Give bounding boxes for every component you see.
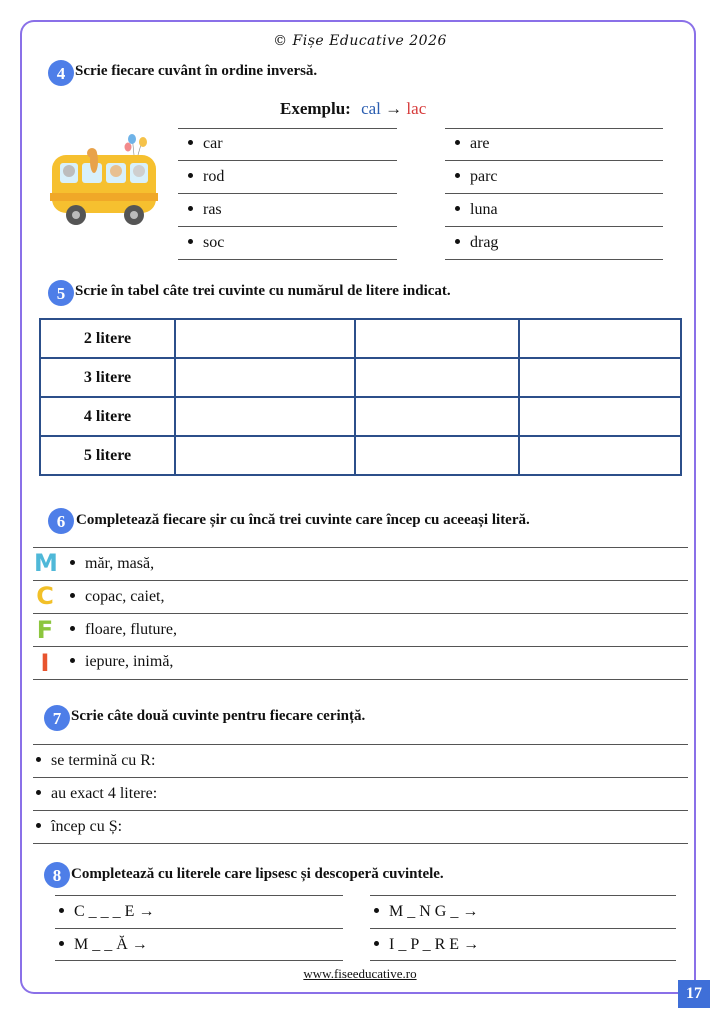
line bbox=[33, 843, 688, 844]
task-4-instruction: Scrie fiecare cuvânt în ordine inversă. bbox=[75, 63, 318, 79]
line bbox=[33, 744, 688, 745]
answer-cell[interactable] bbox=[355, 436, 519, 475]
list-item[interactable]: parc bbox=[455, 168, 498, 186]
task-number-7: 7 bbox=[44, 705, 70, 731]
answer-cell[interactable] bbox=[519, 319, 681, 358]
example-arrow: → bbox=[385, 99, 403, 118]
line bbox=[33, 613, 688, 614]
table-row bbox=[40, 358, 681, 397]
line bbox=[33, 777, 688, 778]
table-row bbox=[40, 397, 681, 436]
line bbox=[178, 160, 397, 161]
line bbox=[178, 193, 397, 194]
list-item[interactable]: floare, fluture, bbox=[70, 621, 177, 639]
line bbox=[445, 226, 663, 227]
answer-cell[interactable] bbox=[175, 319, 355, 358]
task-number-6: 6 bbox=[48, 508, 74, 534]
task-7-instruction: Scrie câte două cuvinte pentru fiecare cerință. bbox=[71, 708, 366, 724]
line bbox=[445, 160, 663, 161]
row-label: 3 litere bbox=[40, 358, 175, 397]
line bbox=[33, 547, 688, 548]
list-item[interactable]: iepure, inimă, bbox=[70, 653, 173, 671]
line bbox=[370, 960, 676, 961]
answer-cell[interactable] bbox=[355, 319, 519, 358]
list-item[interactable]: încep cu Ș: bbox=[36, 818, 122, 836]
line bbox=[445, 193, 663, 194]
line bbox=[33, 580, 688, 581]
line bbox=[445, 259, 663, 260]
table-row bbox=[40, 436, 681, 475]
example-line bbox=[280, 99, 426, 119]
task-8-instruction: Completează cu literele care lipsesc și descoperă cuvintele. bbox=[71, 866, 444, 882]
task-number-8: 8 bbox=[44, 862, 70, 888]
page-header: © Fișe Educative 2026 bbox=[273, 33, 447, 49]
task-number-4: 4 bbox=[48, 60, 74, 86]
list-item[interactable]: are bbox=[455, 135, 490, 153]
balloons-icon bbox=[125, 134, 148, 155]
task-6-instruction: Completează fiecare șir cu încă trei cuvinte care încep cu aceeași literă. bbox=[76, 512, 530, 528]
task-number-5: 5 bbox=[48, 280, 74, 306]
answer-cell[interactable] bbox=[175, 436, 355, 475]
list-item[interactable]: M _ _ Ă → bbox=[59, 936, 148, 954]
letter-i-icon: I bbox=[40, 649, 50, 677]
list-item[interactable]: I _ P _ R E → bbox=[374, 936, 479, 954]
line bbox=[33, 810, 688, 811]
list-item[interactable]: rod bbox=[188, 168, 224, 186]
list-item[interactable]: luna bbox=[455, 201, 498, 219]
line bbox=[445, 128, 663, 129]
list-item[interactable]: au exact 4 litere: bbox=[36, 785, 157, 803]
line bbox=[55, 928, 343, 929]
list-item[interactable]: se termină cu R: bbox=[36, 752, 155, 770]
letters-table bbox=[39, 318, 682, 476]
letter-c-icon: C bbox=[36, 582, 54, 610]
list-item[interactable]: soc bbox=[188, 234, 224, 252]
answer-cell[interactable] bbox=[519, 436, 681, 475]
answer-cell[interactable] bbox=[519, 397, 681, 436]
line bbox=[33, 679, 688, 680]
row-label: 5 litere bbox=[40, 436, 175, 475]
row-label: 2 litere bbox=[40, 319, 175, 358]
line bbox=[33, 646, 688, 647]
answer-cell[interactable] bbox=[175, 358, 355, 397]
line bbox=[55, 960, 343, 961]
answer-cell[interactable] bbox=[355, 358, 519, 397]
line bbox=[178, 128, 397, 129]
example-label: Exemplu: bbox=[280, 99, 351, 118]
task-5-instruction: Scrie în tabel câte trei cuvinte cu numărul de litere indicat. bbox=[75, 283, 451, 299]
page-number: 17 bbox=[678, 980, 710, 1008]
list-item[interactable]: măr, masă, bbox=[70, 555, 154, 573]
line bbox=[178, 259, 397, 260]
list-item[interactable]: M _ N G _ → bbox=[374, 903, 478, 921]
example-word: cal bbox=[361, 99, 381, 118]
line bbox=[55, 895, 343, 896]
list-item[interactable]: ras bbox=[188, 201, 222, 219]
list-item[interactable]: C _ _ _ E → bbox=[59, 903, 154, 921]
line bbox=[178, 226, 397, 227]
line bbox=[370, 895, 676, 896]
answer-cell[interactable] bbox=[519, 358, 681, 397]
example-answer: lac bbox=[406, 99, 427, 118]
list-item[interactable]: copac, caiet, bbox=[70, 588, 165, 606]
row-label: 4 litere bbox=[40, 397, 175, 436]
answer-cell[interactable] bbox=[175, 397, 355, 436]
list-item[interactable]: car bbox=[188, 135, 223, 153]
answer-cell[interactable] bbox=[355, 397, 519, 436]
table-row bbox=[40, 319, 681, 358]
list-item[interactable]: drag bbox=[455, 234, 498, 252]
letter-m-icon: M bbox=[34, 549, 58, 577]
footer-link[interactable]: www.fiseeducative.ro bbox=[303, 966, 417, 981]
letter-f-icon: F bbox=[36, 616, 54, 644]
line bbox=[370, 928, 676, 929]
school-bus-illustration bbox=[46, 133, 164, 231]
